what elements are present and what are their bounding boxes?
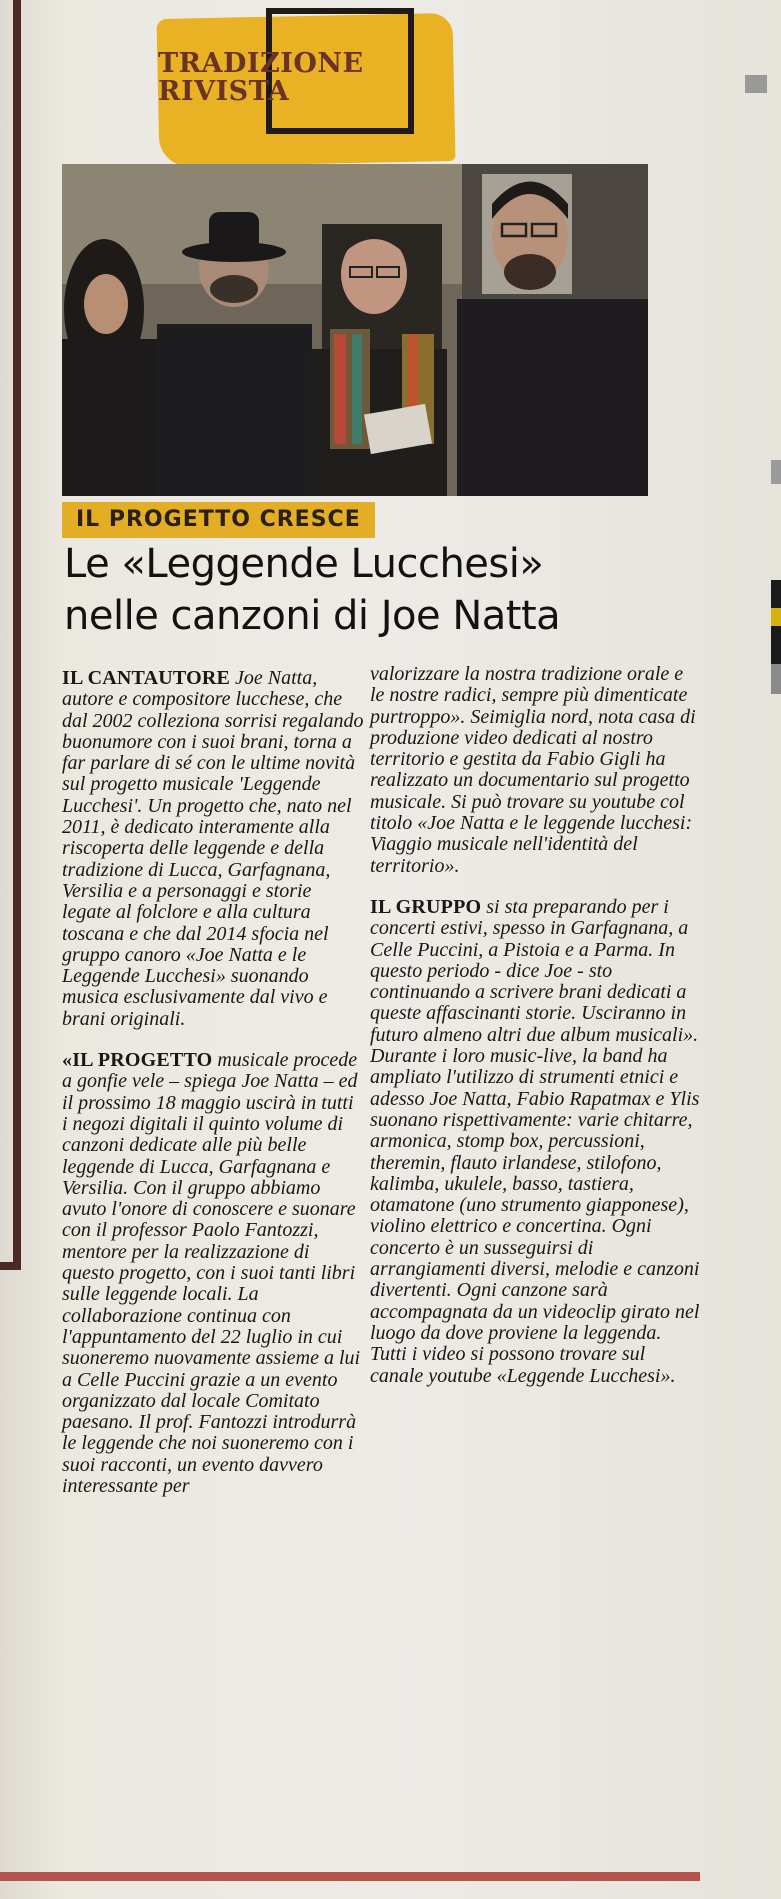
article-paragraph <box>62 1050 364 1497</box>
article-paragraph <box>370 897 700 1387</box>
section-title-line1: TRADIZIONE <box>158 48 364 79</box>
paragraph-text: si sta preparando per i concerti estivi, spesso in Garfagnana, a Celle Puccini, a Pistoia e a Parma. In questo periodo - dice Joe - sto continuando a scrivere brani dedicati a queste affascinanti storie. Usciranno in futuro almeno altri due album musicali». Durante i loro music-live, la band ha ampliato l'utilizzo di strumenti etnici e adesso Joe Natta, Fabio Rapatmax e Ylis suonano rispettivamente: varie chitarre, armonica, stomp box, percussioni, theremin, flauto irlandese, stilofono, kalimba, ukulele, basso, tastiera, otamatone (uno strumento giapponese), violino elettrico e concertina. Ogni concerto è un susseguirsi di arrangiamenti diversi, melodie e canzoni divertenti. Ogni canzone sarà accompagnata da un videoclip girato nel luogo da dove proviene la leggenda. Tutti i video si possono trovare sul canale youtube «Leggende Lucchesi». <box>370 895 700 1387</box>
headline-line2: nelle canzoni di Joe Natta <box>64 593 561 639</box>
left-column-rule <box>13 0 21 1270</box>
paragraph-text: musicale procede a gonfie vele – spiega Joe Natta – ed il prossimo 18 maggio uscirà in tutti i negozi digitali il quinto volume di canzoni dedicate alle più belle leggende di Lucca, Garfagnana e Versilia. Con il gruppo abbiamo avuto l'onore di conoscere e suonare con il professor Paolo Fantozzi, mentore per la realizzazione di questo progetto, con i suoi tanti libri sulle leggende locali. La collaborazione continua con l'appuntamento del 22 luglio in cui suoneremo nuovamente assieme a lui a Celle Puccini grazie a un evento organizzato dal locale Comitato paesano. Il prof. Fantozzi introdurrà le leggende che noi suoneremo con i suoi racconti, un evento davvero interessante per <box>62 1049 361 1497</box>
article-kicker: IL PROGETTO CRESCE <box>62 502 375 538</box>
article-paragraph <box>62 668 364 1030</box>
edge-color-strip <box>771 460 781 484</box>
edge-color-strip <box>771 580 781 608</box>
paragraph-text: Joe Natta, autore e compositore lucchese, che dal 2002 colleziona sorrisi regalando buonumore con i suoi brani, torna a far parlare di sé con le ultime novità sul progetto musicale 'Leggende Lucchesi'. Un progetto che, nato nel 2011, è dedicato interamente alla riscoperta delle leggende e della tradizione di Lucca, Garfagnana, Versilia e a personaggi e storie legate al folclore e alla cultura toscana e che dal 2014 sfocia nel gruppo canoro «Joe Natta e le Leggende Lucchesi» suonando musica esclusivamente dal vivo e brani originali. <box>62 667 364 1030</box>
section-badge <box>158 8 458 160</box>
article-photo <box>62 164 648 496</box>
edge-color-strip <box>771 664 781 694</box>
article-paragraph <box>370 664 700 877</box>
paragraph-lead: IL GRUPPO <box>370 895 482 918</box>
article-column-left <box>62 668 364 1497</box>
paragraph-text: valorizzare la nostra tradizione orale e le nostre radici, sempre più dimenticate purtroppo». Seimiglia nord, nota casa di produzione video dedicati al nostro territorio e gestita da Fabio Gigli ha realizzato un documentario sul progetto musicale. Si può trovare su youtube col titolo «Joe Natta e le leggende lucchesi: Viaggio musicale nell'identità del territorio». <box>370 663 696 877</box>
edge-color-strip <box>771 608 781 626</box>
edge-registration-mark <box>745 75 767 93</box>
paragraph-lead: «IL PROGETTO <box>62 1049 213 1072</box>
edge-color-strip <box>771 626 781 664</box>
group-photo-illustration <box>62 164 648 496</box>
article-column-right <box>370 664 700 1387</box>
article-headline <box>64 538 704 642</box>
paragraph-lead: IL CANTAUTORE <box>62 667 231 689</box>
headline-line1: Le «Leggende Lucchesi» <box>64 541 544 587</box>
bottom-rule <box>0 1872 700 1881</box>
section-title-line2: RIVISTA <box>158 76 290 107</box>
section-title <box>158 50 364 106</box>
left-column-rule-foot <box>0 1262 21 1270</box>
